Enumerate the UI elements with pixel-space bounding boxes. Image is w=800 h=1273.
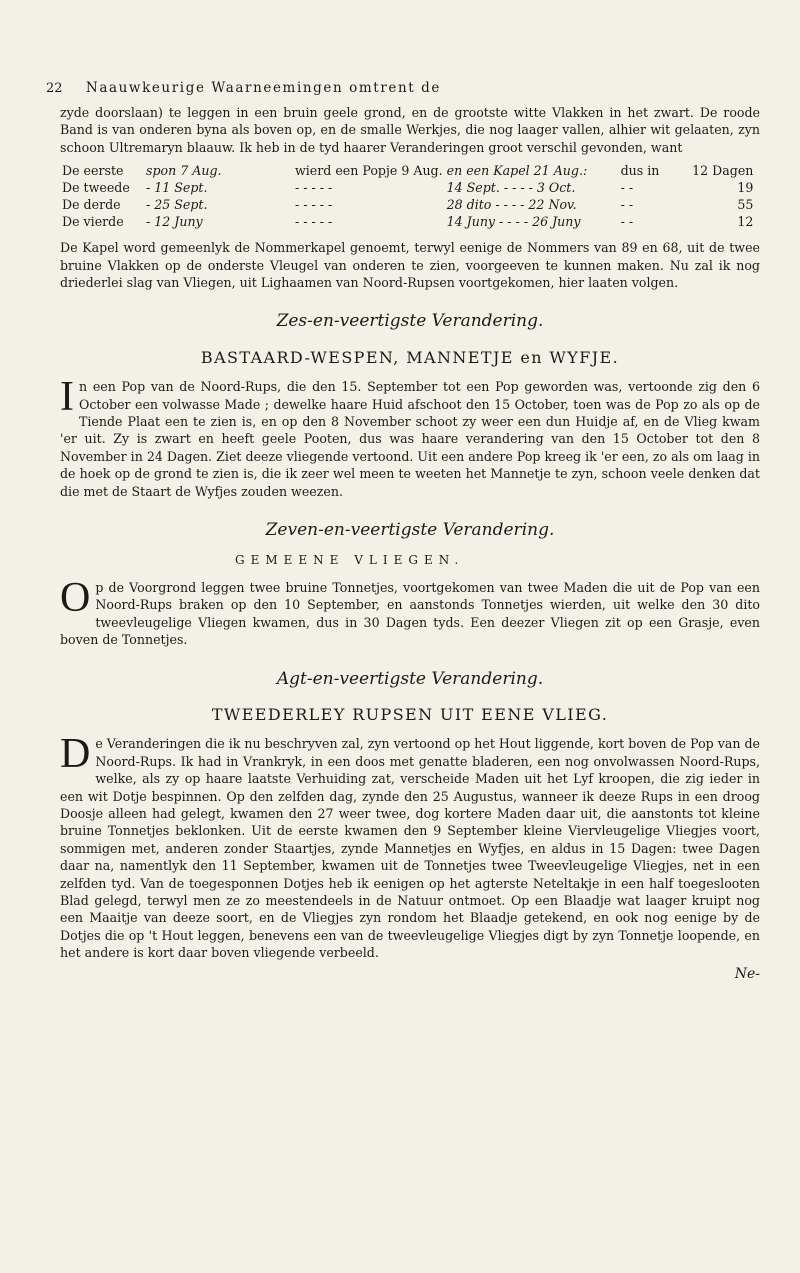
dates-cell-pop: - 12 Juny [146, 214, 203, 230]
dates-row [60, 196, 755, 213]
section-47-title: Zeven-en-veertigste Verandering. [265, 520, 555, 541]
section-46-subtitle: BASTAARD-WESPEN, MANNETJE en WYFJE. [200, 347, 620, 367]
dropcap: O [60, 574, 91, 621]
dropcap: D [60, 731, 91, 778]
dates-cell-dur: 12 Dagen [692, 163, 754, 179]
section-46-title: Zes-en-veertigste Verandering. [276, 311, 544, 332]
dates-cell-dur: 12 [737, 214, 754, 230]
page-body [60, 104, 760, 983]
running-title: Naauwkeurige Waarneemingen omtrent de [85, 80, 442, 96]
section-47-subtitle: GEMEENE VLIEGEN. [235, 552, 465, 567]
section-47-body: p de Voorgrond leggen twee bruine Tonnetjes, voortgekomen van twee Maden die uit de Pop van een Noord-Rups braken op den 10 September, en aanstonds Tonnetjes wierden, uit welke den 30 dito tweevleugelige Vliegen kwamen, dus in 30 Dagen tyds. Een deezer Vliegen zit op een Grasje, even boven de Tonnetjes. [60, 579, 760, 648]
dates-cell-ord: De derde [62, 197, 121, 213]
dates-row [60, 213, 755, 230]
section-46-body: n een Pop van de Noord-Rups, die den 15. September tot een Pop geworden was, vertoonde zig den 6 October een volwasse Made ; dewelke haare Huid afschoot den 15 October, toen was de Pop zo als op de Tiende Plaat een te zien is, en op den 8 November schoot zy weer een dun Huidje af, en de Vlieg kwam 'er uit. Zy is zwart en heeft geele Pooten, dus was haare verandering van den 15 October tot den 8 November in 24 Dagen. Ziet deeze vliegende vertoond. Uit een andere Pop kreeg ik 'er een, zo als om laag in de hoek op de grond te zien is, die ik zeer wel meen te weeten het Mannetje te zyn, schoon veele denken dat die met de Staart de Wyfjes zouden weezen. [60, 379, 760, 499]
section-48-body: e Veranderingen die ik nu beschryven zal, zyn vertoond op het Hout liggende, kort boven de Pop van de Noord-Rups. Ik had in Vrankryk, in een doos met genatte bladeren, een nog onvolwassen Noord-Rups, welke, als zy op haare laatste Verhuiding zat, verscheide Maden uit het Lyf kroopen, die zig ieder in een wit Dotje bespinnen. Op den zelfden dag, zynde den 25 Augustus, wanneer ik deeze Rups in een droog Doosje alleen had gelegt, kwamen den 27 weer twee, dog kortere Maden daar uit, die aanstonts tot kleine bruine Tonnetjes beklonken. Uit de eerste kwamen den 9 September kleine Viervleugelige Vliegjes voort, sommigen met, anderen zonder Staartjes, zynde Mannetjes en Wyfjes, en aldus in 15 Dagen: twee Dagen daar na, namentlyk den 11 September, kwamen uit de Tonnetjes twee Tweevleugelige Vliegjes, net in een zelfden tyd. Van de toegesponnen Dotjes heb ik eenigen op het agterste Neteltakje in een half toegeslooten Blad gelegd, terwyl men ze zo meestendeels in de Natuur ontmoet. Op een Blaadje wat laager kruipt nog een Maaitje van deeze soort, en de Vliegjes zyn rondom het Blaadje getekend, en ook nog eenige by de Dotjes die op 't Hout leggen, benevens een van de tweevleugelige Vliegjes digt by zyn Tonnetje loopende, en het andere is kort daar boven vliegende verbeeld. [60, 736, 760, 961]
dates-cell-dur: 19 [737, 180, 754, 196]
kapel-paragraph: De Kapel word gemeenlyk de Nommerkapel genoemt, terwyl eenige de Nommers van 89 en 68, uit de twee bruine Vlakken op de onderste Vleugel van onderen te zien, voorgeeven te kunnen maken. Nu zal ik nog driederlei slag van Vliegen, uit Lighaamen van Noord-Rupsen voortgekomen, hier laaten volgen. [60, 240, 760, 291]
dates-cell-kap: 14 Sept. - - - - 3 Oct. [446, 180, 576, 196]
section-48-subtitle: TWEEDERLEY RUPSEN UIT EENE VLIEG. [211, 704, 609, 724]
section-48-text [60, 731, 760, 961]
section-48-title: Agt-en-veertigste Verandering. [276, 668, 544, 689]
dates-cell-kap: 28 dito - - - - 22 Nov. [446, 197, 577, 213]
dates-cell-kap: 14 Juny - - - - 26 Juny [446, 214, 581, 230]
page-number: 22 [46, 81, 63, 96]
dates-cell-mid: - - - - - [295, 214, 333, 230]
section-46-text [60, 374, 760, 500]
dates-row [60, 179, 755, 196]
dropcap: I [60, 374, 74, 421]
dates-cell-dus: - - [620, 180, 634, 196]
dates-row [60, 162, 755, 179]
dates-cell-kap: en een Kapel 21 Aug.: [446, 163, 588, 179]
intro-paragraph: zyde doorslaan) te leggen in een bruin geele grond, en de grootste witte Vlakken in het zwart. De roode Band is van onderen byna als boven op, en de smalle Werkjes, die nog laager vallen, alhier wit gelaaten, zyn schoon Ultremaryn blaauw. Ik heb in de tyd haarer Veranderingen groot verschil gevonden, want [60, 105, 760, 155]
dates-cell-ord: De tweede [62, 180, 130, 196]
dates-cell-dus: - - [620, 197, 634, 213]
dates-cell-ord: De vierde [62, 214, 124, 230]
dates-cell-dur: 55 [737, 197, 754, 213]
dates-cell-mid: wierd een Popje 9 Aug. [295, 163, 443, 179]
catchword: Ne- [734, 965, 760, 982]
dates-cell-pop: - 25 Sept. [146, 197, 208, 213]
dates-cell-pop: spon 7 Aug. [146, 163, 222, 179]
dates-cell-mid: - - - - - [295, 180, 333, 196]
dates-cell-ord: De eerste [62, 163, 124, 179]
dates-cell-dus: dus in [620, 163, 660, 179]
dates-cell-pop: - 11 Sept. [146, 180, 208, 196]
section-47-text [60, 574, 760, 649]
metamorphosis-dates-table [60, 162, 755, 230]
running-head [46, 80, 766, 96]
dates-cell-mid: - - - - - [295, 197, 333, 213]
dates-cell-dus: - - [620, 214, 634, 230]
